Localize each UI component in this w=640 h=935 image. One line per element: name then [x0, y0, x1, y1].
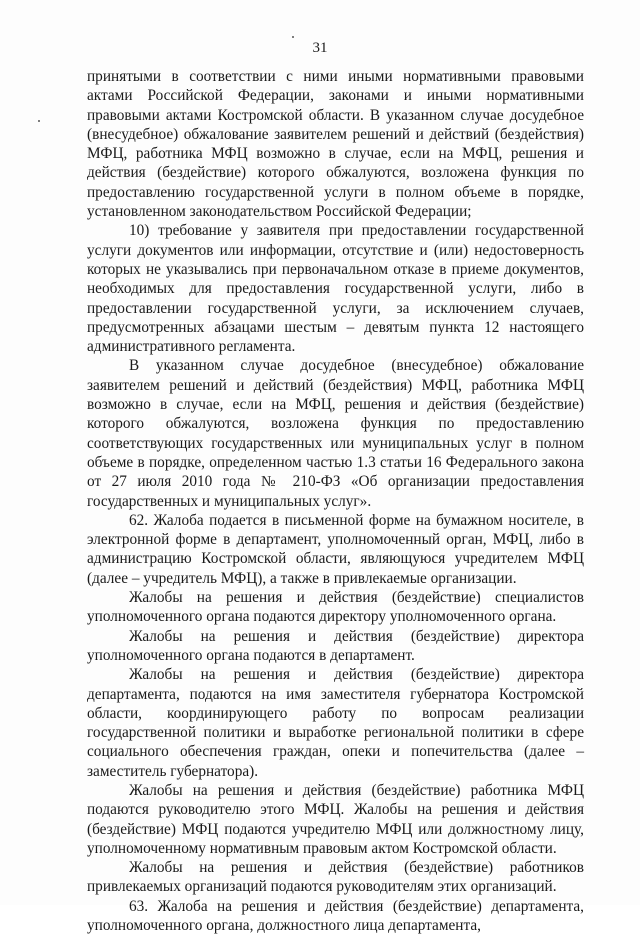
- paragraph-complaints-organizations: Жалобы на решения и действия (бездействие) работников привлекаемых организаций подаются руководителям этих организаций.: [87, 859, 584, 896]
- scan-speck: [292, 36, 294, 38]
- paragraph-63: 63. Жалоба на решения и действия (бездействие) департамента, уполномоченного органа, должностного лица департамента,: [87, 897, 584, 935]
- paragraph-62: 62. Жалоба подается в письменной форме на бумажном носителе, в электронной форме в департамент, уполномоченный орган, МФЦ, либо в администрацию Костромской области, являющуюся учредителем МФЦ (далее – учредитель МФЦ), а также в привлекаемые организации.: [87, 511, 584, 587]
- paragraph-mfc-appeal: В указанном случае досудебное (внесудебное) обжалование заявителем решений и действий (бездействия) МФЦ, работника МФЦ возможно в случае, если на МФЦ, решения и действия (бездействие) которого обжалуются, возложена функция по предоставлению соответствующих государственных или муниципальных услуг в полном объеме в порядке, определенном частью 1.3 статьи 16 Федерального закона от 27 июля 2010 года № 210-ФЗ «Об организации предоставления государственных и муниципальных услуг».: [87, 357, 584, 510]
- paragraph-item-10: 10) требование у заявителя при предоставлении государственной услуги документов или информации, отсутствие и (или) недостоверность которых не указывались при первоначальном отказе в приеме документов, необходимых для предоставления государственной услуги, либо в предоставлении государственной услуги, за исключением случаев, предусмотренных абзацами шестым – девятым пункта 12 настоящего административного регламента.: [87, 222, 584, 356]
- paragraph-continuation: принятыми в соответствии с ними иными нормативными правовыми актами Российской Федерации, законами и иными нормативными правовыми актами Костромской области. В указанном случае досудебное (внесудебное) обжалование заявителем решений и действий (бездействия) МФЦ, работника МФЦ возможно в случае, если на МФЦ, решения и действия (бездействие) которого обжалуются, возложена функция по предоставлению государственной услуги в полном объеме в порядке, установленном законодательством Российской Федерации;: [87, 68, 584, 221]
- document-body: [87, 67, 584, 935]
- paragraph-complaints-director-authority: Жалобы на решения и действия (бездействие) директора уполномоченного органа подаются в департамент.: [87, 627, 584, 664]
- paragraph-complaints-director-department: Жалобы на решения и действия (бездействие) директора департамента, подаются на имя заместителя губернатора Костромской области, координирующего работу по вопросам реализации государственной политики и выработке региональной политики в сфере социального обеспечения граждан, опеки и попечительства (далее – заместитель губернатора).: [87, 666, 584, 780]
- page-number: 31: [312, 40, 328, 56]
- paragraph-complaints-mfc: Жалобы на решения и действия (бездействие) работника МФЦ подаются руководителю этого МФЦ. Жалобы на решения и действия (бездействие) МФЦ подаются учредителю МФЦ или должностному лицу, уполномоченному нормативным правовым актом Костромской области.: [87, 781, 584, 857]
- scan-speck: [38, 120, 40, 122]
- paragraph-complaints-specialists: Жалобы на решения и действия (бездействие) специалистов уполномоченного органа подаются директору уполномоченного органа.: [87, 589, 584, 626]
